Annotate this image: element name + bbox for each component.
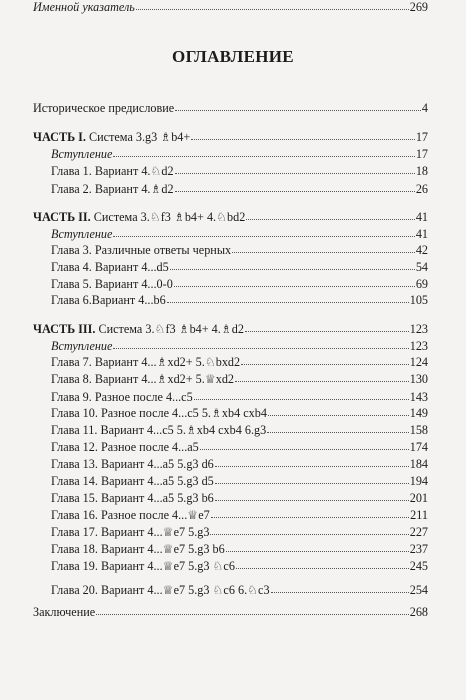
- page-number: 124: [409, 355, 428, 369]
- toc-entry-label: [51, 474, 214, 488]
- page-number: 254: [409, 583, 428, 597]
- page-number: 237: [409, 542, 428, 556]
- entry-title: Глава 3. Различные ответы черных: [51, 243, 232, 257]
- toc-entry-label: [51, 542, 225, 556]
- toc-entry: [51, 423, 428, 438]
- entry-title: Система 3.g3 ♗b4+: [85, 130, 191, 144]
- toc-entry: [51, 508, 428, 523]
- toc-entry: [51, 457, 428, 472]
- toc-entry: [51, 440, 428, 455]
- toc-entry: [51, 164, 428, 179]
- entry-title: Глава 12. Разное после 4...a5: [51, 440, 199, 454]
- dot-leader: [200, 439, 409, 450]
- toc-entry-label: [51, 491, 214, 505]
- dot-leader: [215, 490, 409, 501]
- entry-title: Историческое предисловие: [33, 101, 175, 115]
- toc-entry: [51, 293, 428, 308]
- dot-leader: [232, 242, 415, 253]
- toc-entry-label: [33, 210, 245, 224]
- dot-leader: [215, 473, 409, 484]
- toc-entry: [51, 406, 428, 421]
- toc-entry-label: [51, 293, 166, 307]
- toc-entry: [33, 0, 428, 15]
- toc-entry: [51, 277, 428, 292]
- page-number: 69: [415, 277, 428, 291]
- dot-leader: [246, 209, 415, 220]
- entry-title: Глава 20. Вариант 4...♕e7 5.g3 ♘c6 6.♘c3: [51, 583, 270, 597]
- page-number: 149: [409, 406, 428, 420]
- toc-entry: [51, 583, 428, 598]
- toc-entry: [51, 339, 428, 354]
- toc-entry-label: [51, 423, 266, 437]
- part-label: ЧАСТЬ I.: [33, 130, 86, 144]
- dot-leader: [210, 524, 408, 535]
- page-number: 105: [409, 293, 428, 307]
- toc-entry-label: [51, 390, 193, 404]
- toc-entry-label: [51, 525, 209, 539]
- toc-entry-label: [51, 260, 169, 274]
- toc-entry: [51, 243, 428, 258]
- toc-entry: [51, 474, 428, 489]
- toc-entry: [33, 605, 428, 620]
- page-number: 245: [409, 559, 428, 573]
- entry-title: Глава 5. Вариант 4...0-0: [51, 277, 173, 291]
- entry-title: Глава 19. Вариант 4...♕e7 5.g3 ♘c6: [51, 559, 235, 573]
- entry-title: Вступление: [51, 147, 113, 161]
- toc-entry-label: [51, 508, 210, 522]
- page-number: 41: [415, 227, 428, 241]
- toc-entry: [51, 182, 428, 197]
- toc-entry: [33, 322, 428, 337]
- part-label: ЧАСТЬ II.: [33, 210, 91, 224]
- toc-entry-label: [33, 101, 174, 115]
- toc-entry-label: [51, 457, 214, 471]
- dot-leader: [96, 604, 409, 615]
- toc-entry: [51, 491, 428, 506]
- dot-leader: [245, 321, 409, 332]
- page-number: 194: [409, 474, 428, 488]
- entry-title: Глава 9. Разное после 4...c5: [51, 390, 193, 404]
- dot-leader: [136, 0, 409, 10]
- toc-entry: [51, 260, 428, 275]
- toc-entry-label: [51, 372, 234, 386]
- toc-entry-label: [51, 355, 240, 369]
- entry-title: Глава 18. Вариант 4...♕e7 5.g3 b6: [51, 542, 225, 556]
- toc-entry-label: [33, 0, 135, 14]
- entry-title: Глава 17. Вариант 4...♕e7 5.g3: [51, 525, 210, 539]
- page-number: 268: [409, 605, 428, 619]
- page-number: 42: [415, 243, 428, 257]
- toc-entry: [51, 390, 428, 405]
- dot-leader: [211, 507, 409, 518]
- page-number: 143: [409, 390, 428, 404]
- toc-entry: [33, 101, 428, 116]
- toc-entry-label: [51, 583, 270, 597]
- dot-leader: [235, 371, 409, 382]
- toc-entry-label: [51, 243, 231, 257]
- dot-leader: [191, 129, 415, 140]
- entry-title: Глава 16. Разное после 4...♕e7: [51, 508, 210, 522]
- dot-leader: [271, 582, 409, 593]
- entry-title: Глава 11. Вариант 4...c5 5.♗xb4 cxb4 6.g3: [51, 423, 267, 437]
- toc-entry-label: [51, 559, 235, 573]
- toc-entry: [33, 210, 428, 225]
- dot-leader: [241, 354, 409, 365]
- toc-entry: [51, 372, 428, 387]
- entry-title: Глава 7. Вариант 4...♗xd2+ 5.♘bxd2: [51, 355, 241, 369]
- toc-entry-label: [51, 147, 112, 161]
- entry-title: Глава 10. Разное после 4...c5 5.♗xb4 cxb4: [51, 406, 267, 420]
- toc-entry-label: [51, 440, 199, 454]
- toc-entry-label: [51, 277, 173, 291]
- toc-entry: [51, 525, 428, 540]
- page-number: 158: [409, 423, 428, 437]
- dot-leader: [268, 405, 409, 416]
- entry-title: Вступление: [51, 227, 113, 241]
- page-number: 174: [409, 440, 428, 454]
- entry-title: Вступление: [51, 339, 113, 353]
- entry-title: Глава 13. Вариант 4...a5 5.g3 d6: [51, 457, 214, 471]
- entry-title: Глава 8. Вариант 4...♗xd2+ 5.♕xd2: [51, 372, 235, 386]
- entry-title: Заключение: [33, 605, 96, 619]
- entry-title: Система 3.♘f3 ♗b4+ 4.♘bd2: [90, 210, 246, 224]
- dot-leader: [175, 163, 415, 174]
- toc-entry: [51, 147, 428, 162]
- page-number: 123: [409, 339, 428, 353]
- toc-entry-label: [51, 406, 267, 420]
- page-number: 41: [415, 210, 428, 224]
- page-number: 211: [410, 508, 428, 522]
- toc-entry-label: [51, 182, 174, 196]
- entry-title: Глава 2. Вариант 4.♗d2: [51, 182, 174, 196]
- page-number: 54: [415, 260, 428, 274]
- entry-title: Глава 1. Вариант 4.♘d2: [51, 164, 174, 178]
- entry-title: Система 3.♘f3 ♗b4+ 4.♗d2: [95, 322, 244, 336]
- toc-entry-label: [33, 322, 244, 336]
- dot-leader: [267, 422, 409, 433]
- page-number: 184: [409, 457, 428, 471]
- entry-title: Именной указатель: [33, 0, 135, 14]
- dot-leader: [226, 541, 409, 552]
- part-label: ЧАСТЬ III.: [33, 322, 96, 336]
- dot-leader: [175, 100, 421, 111]
- toc-entry: [33, 130, 428, 145]
- dot-leader: [170, 259, 415, 270]
- dot-leader: [175, 181, 415, 192]
- toc-entry-label: [51, 339, 112, 353]
- page-number: 269: [409, 0, 428, 14]
- page-number: 227: [409, 525, 428, 539]
- dot-leader: [194, 389, 409, 400]
- entry-title: Глава 4. Вариант 4...d5: [51, 260, 169, 274]
- dot-leader: [215, 456, 409, 467]
- entry-title: Глава 14. Вариант 4...a5 5.g3 d5: [51, 474, 214, 488]
- toc-entry-label: [51, 164, 174, 178]
- page-number: 4: [421, 101, 428, 115]
- page-number: 201: [409, 491, 428, 505]
- toc-entry-label: [33, 130, 190, 144]
- dot-leader: [113, 146, 414, 157]
- toc-entry: [51, 542, 428, 557]
- entry-title: Глава 6.Вариант 4...b6: [51, 293, 166, 307]
- toc-entry-label: [51, 227, 112, 241]
- page-number: 18: [415, 164, 428, 178]
- page-title: ОГЛАВЛЕНИЕ: [172, 47, 294, 66]
- page-number: 17: [415, 130, 428, 144]
- toc-entry: [51, 355, 428, 370]
- entry-title: Глава 15. Вариант 4...a5 5.g3 b6: [51, 491, 214, 505]
- page-number: 123: [409, 322, 428, 336]
- toc-entry: [51, 559, 428, 574]
- dot-leader: [113, 338, 408, 349]
- page-number: 130: [409, 372, 428, 386]
- dot-leader: [113, 226, 414, 237]
- dot-leader: [167, 292, 409, 303]
- toc-entry: [51, 227, 428, 242]
- toc-entry-label: [33, 605, 95, 619]
- page-number: 17: [415, 147, 428, 161]
- dot-leader: [174, 276, 415, 287]
- dot-leader: [236, 558, 409, 569]
- page-number: 26: [415, 182, 428, 196]
